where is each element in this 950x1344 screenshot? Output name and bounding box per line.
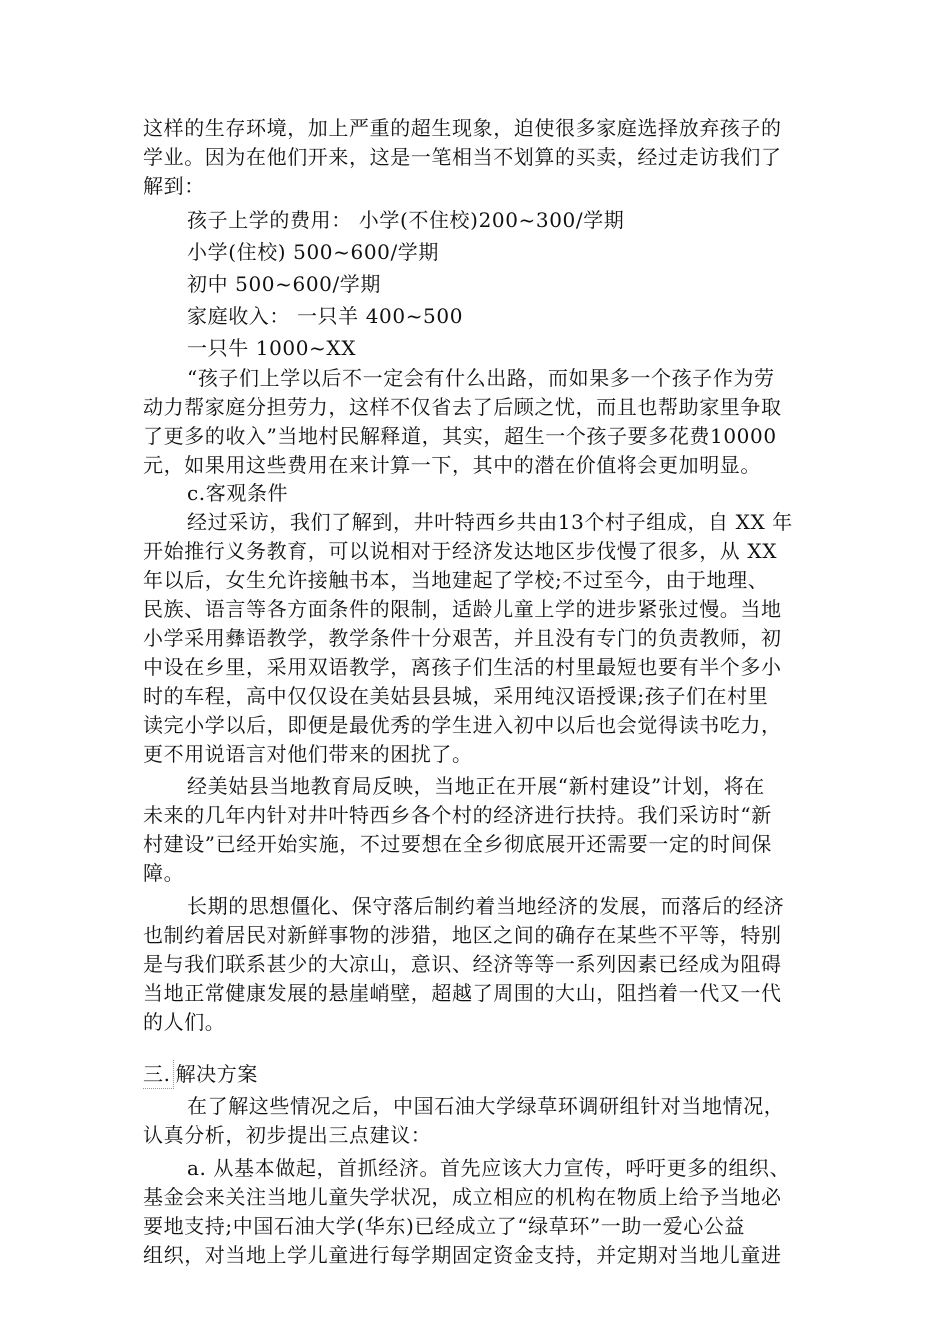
paragraph-line: 村建设”已经开始实施，不过要想在全乡彻底展开还需要一定的时间保 <box>143 832 772 856</box>
cost-line: 初中 500~600/学期 <box>187 272 382 296</box>
paragraph-line: 民族、语言等各方面条件的限制，适龄儿童上学的进步紧张过慢。当地 <box>143 597 782 621</box>
paragraph-line: 是与我们联系甚少的大凉山，意识、经济等等一系列因素已经成为阻碍 <box>143 952 782 976</box>
paragraph-line: “孩子们上学以后不一定会有什么出路，而如果多一个孩子作为劳 <box>187 366 775 390</box>
section-number: 三. <box>143 1060 174 1089</box>
paragraph-line: 经过采访，我们了解到，井叶特西乡共由13个村子组成，自 XX 年 <box>187 510 793 534</box>
subsection-heading: c.客观条件 <box>187 481 289 505</box>
paragraph-line: 长期的思想僵化、保守落后制约着当地经济的发展，而落后的经济 <box>187 894 785 918</box>
paragraph-line: 基金会来关注当地儿童失学状况，成立相应的机构在物质上给予当地必 <box>143 1185 782 1209</box>
paragraph-line: 这样的生存环境，加上严重的超生现象，迫使很多家庭选择放弃孩子的 <box>143 116 782 140</box>
section-heading <box>143 1060 813 1089</box>
paragraph-line: 年以后，女生允许接触书本，当地建起了学校;不过至今，由于地理、 <box>143 568 769 592</box>
paragraph-line: a. 从基本做起，首抓经济。首先应该大力宣传，呼吁更多的组织、 <box>187 1156 791 1180</box>
paragraph-line: 学业。因为在他们开来，这是一笔相当不划算的买卖，经过走访我们了 <box>143 145 782 169</box>
cost-line: 小学(住校) 500~600/学期 <box>187 240 440 264</box>
paragraph-line: 未来的几年内针对井叶特西乡各个村的经济进行扶持。我们采访时“新 <box>143 803 772 827</box>
paragraph-line: 组织，对当地上学儿童进行每学期固定资金支持，并定期对当地儿童进 <box>143 1243 782 1267</box>
cost-line: 一只牛 1000~XX <box>187 336 357 360</box>
paragraph-line: 中设在乡里，采用双语教学，离孩子们生活的村里最短也要有半个多小 <box>143 655 782 679</box>
paragraph-line: 元，如果用这些费用在来计算一下，其中的潜在价值将会更加明显。 <box>143 453 761 477</box>
paragraph-line: 的人们。 <box>143 1010 226 1034</box>
paragraph-line: 时的车程，高中仅仅设在美姑县县城，采用纯汉语授课;孩子们在村里 <box>143 684 769 708</box>
paragraph-line: 在了解这些情况之后，中国石油大学绿草环调研组针对当地情况， <box>187 1094 785 1118</box>
paragraph-line: 要地支持;中国石油大学(华东)已经成立了“绿草环”一助一爱心公益 <box>143 1214 745 1238</box>
cost-line: 家庭收入： 一只羊 400~500 <box>187 304 464 328</box>
paragraph-line: 认真分析，初步提出三点建议： <box>143 1123 432 1147</box>
paragraph-line: 也制约着居民对新鲜事物的涉猎，地区之间的确存在某些不平等，特别 <box>143 923 782 947</box>
section-title: 解决方案 <box>175 1062 258 1086</box>
paragraph-line: 读完小学以后，即便是最优秀的学生进入初中以后也会觉得读书吃力， <box>143 713 782 737</box>
paragraph-line: 经美姑县当地教育局反映，当地正在开展“新村建设”计划，将在 <box>187 774 765 798</box>
paragraph-line: 开始推行义务教育，可以说相对于经济发达地区步伐慢了很多，从 XX <box>143 539 778 563</box>
paragraph-line: 解到： <box>143 174 205 198</box>
paragraph-line: 当地正常健康发展的悬崖峭壁，超越了周围的大山，阻挡着一代又一代 <box>143 981 782 1005</box>
cost-line: 孩子上学的费用： 小学(不住校)200~300/学期 <box>187 208 625 232</box>
paragraph-line: 动力帮家庭分担劳力，这样不仅省去了后顾之忧，而且也帮助家里争取 <box>143 395 782 419</box>
paragraph-line: 更不用说语言对他们带来的困扰了。 <box>143 742 473 766</box>
paragraph-line: 了更多的收入”当地村民解释道，其实，超生一个孩子要多花费10000 <box>143 424 777 448</box>
paragraph-line: 障。 <box>143 861 185 885</box>
paragraph-line: 小学采用彝语教学，教学条件十分艰苦，并且没有专门的负责教师，初 <box>143 626 782 650</box>
